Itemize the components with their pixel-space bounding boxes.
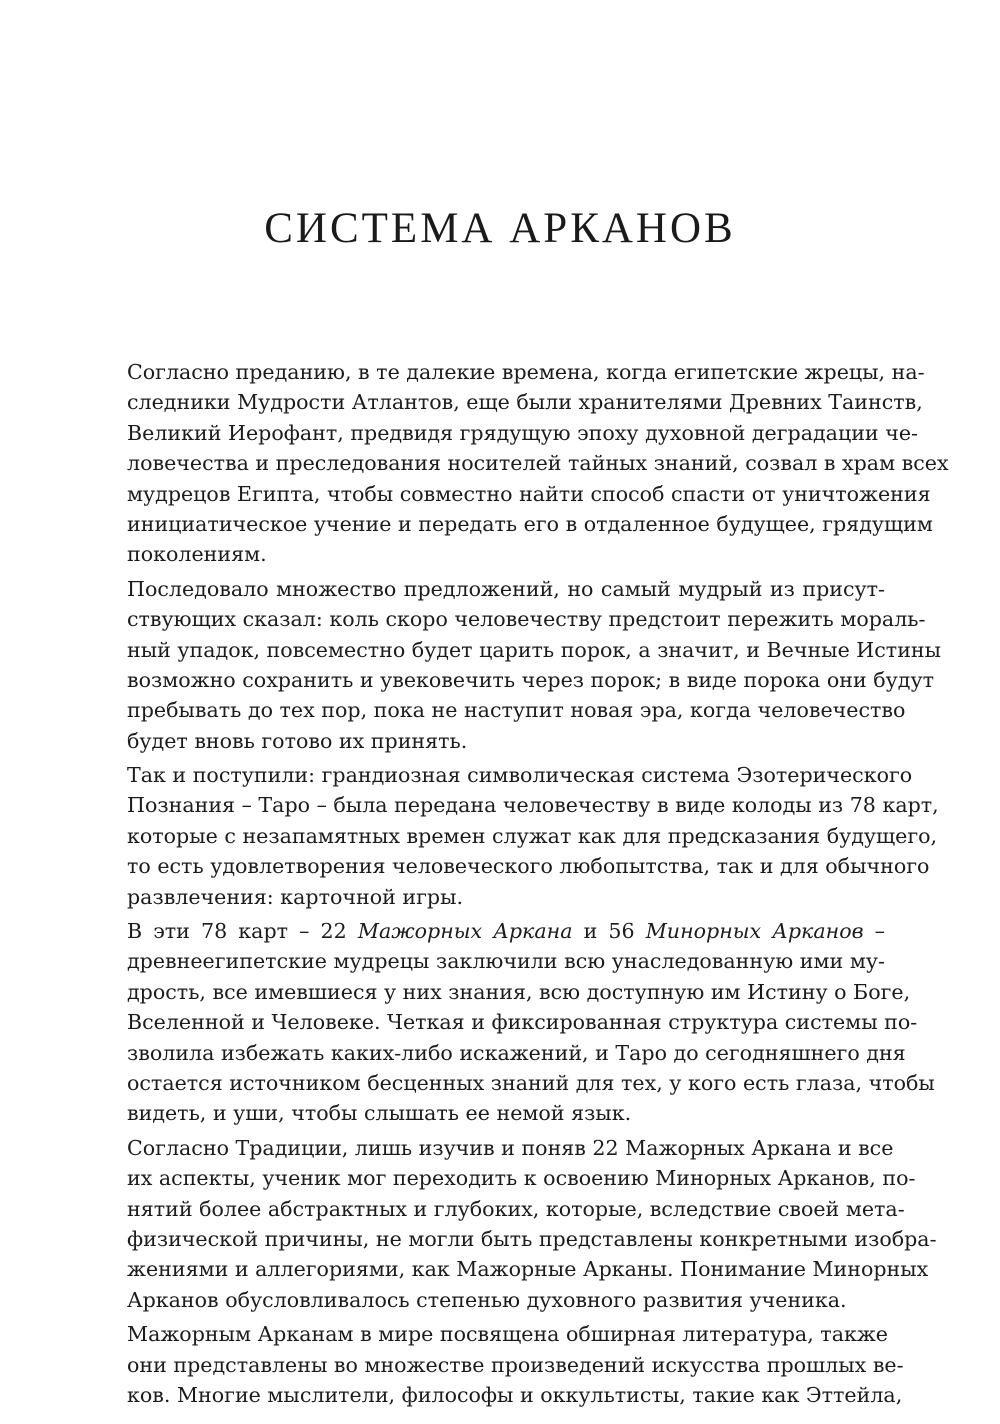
text-line: следники Мудрости Атлантов, еще были хранителями Древних Таинств,: [127, 390, 923, 415]
paragraph-3: [127, 760, 939, 912]
text-line: дрость, все имевшиеся у них знания, всю доступную им Истину о Боге,: [127, 979, 911, 1004]
text-line: жениями и аллегориями, как Мажорные Арканы. Понимание Минорных: [127, 1257, 929, 1282]
paragraph-6: [127, 1319, 904, 1410]
text-line: Согласно Традиции, лишь изучив и поняв 22 Мажорных Аркана и все: [127, 1135, 894, 1160]
term-major-arcana: Мажорных Аркана: [357, 919, 573, 944]
text-line: которые с незапамятных времен служат как для предсказания будущего,: [127, 823, 938, 848]
paragraph-2: [127, 574, 942, 756]
text-line: Великий Иерофант, предвидя грядущую эпоху духовной деградации че-: [127, 420, 918, 445]
text-line: остается источником бесценных знаний для тех, у кого есть глаза, чтобы: [127, 1070, 935, 1095]
text-line: инициатическое учение и передать его в отдаленное будущее, грядущим: [127, 511, 933, 536]
text-line: развлечения: карточной игры.: [127, 884, 464, 909]
text-line: Последовало множество предложений, но самый мудрый из присут-: [127, 576, 885, 601]
text-line: нятий более абстрактных и глубоких, которые, вследствие своей мета-: [127, 1196, 905, 1221]
text-line: Согласно преданию, в те далекие времена, когда египетские жрецы, на-: [127, 360, 925, 384]
paragraph-1: [127, 357, 949, 570]
term-minor-arcana: Минорных Арканов: [645, 919, 864, 944]
text-line: зволила избежать каких-либо искажений, и Таро до сегодняшнего дня: [127, 1040, 906, 1065]
text-run: –: [863, 919, 885, 944]
text-line: Познания – Таро – была передана человечеству в виде колоды из 78 карт,: [127, 793, 939, 818]
text-line: древнеегипетские мудрецы заключили всю унаследованную ими му-: [127, 949, 885, 974]
text-run: и 56: [572, 919, 646, 944]
text-line: физической причины, не могли быть представлены конкретными изобра-: [127, 1226, 937, 1251]
text-line: Арканов обусловливалось степенью духовного развития ученика.: [127, 1287, 847, 1312]
text-line: поколениям.: [127, 542, 267, 567]
text-line: Мажорным Арканам в мире посвящена обширная литература, также: [127, 1322, 888, 1347]
paragraph-5: [127, 1133, 937, 1315]
text-line: ловечества и преследования носителей тайных знаний, созвал в храм всех: [127, 451, 949, 476]
text-line: они представлены во множестве произведений искусства прошлых ве-: [127, 1352, 904, 1377]
text-line: их аспекты, ученик мог переходить к освоению Минорных Арканов, по-: [127, 1166, 916, 1191]
text-line: ков. Многие мыслители, философы и оккультисты, такие как Эттейла,: [127, 1382, 903, 1407]
text-line: ствующих сказал: коль скоро человечеству предстоит пережить мораль-: [127, 607, 926, 632]
text-line: видеть, и уши, чтобы слышать ее немой язык.: [127, 1101, 632, 1126]
text-line: Вселенной и Человеке. Четкая и фиксированная структура системы по-: [127, 1010, 918, 1035]
text-line: Так и поступили: грандиозная символическая система Эзотерического: [127, 763, 913, 788]
text-line: пребывать до тех пор, пока не наступит новая эра, когда человечество: [127, 698, 906, 723]
text-line-mixed: [127, 916, 885, 946]
text-line: возможно сохранить и увековечить через порок; в виде порока они будут: [127, 667, 934, 692]
chapter-title: СИСТЕМА АРКАНОВ: [264, 205, 736, 252]
paragraph-4: [127, 916, 935, 1129]
body-text: [127, 357, 949, 1414]
text-line: будет вновь готово их принять.: [127, 728, 468, 753]
text-run: В эти 78 карт – 22: [127, 919, 358, 944]
text-line: то есть удовлетворения человеческого любопытства, так и для обычного: [127, 854, 930, 879]
text-line: ный упадок, повсеместно будет царить порок, а значит, и Вечные Истины: [127, 637, 942, 662]
text-line: мудрецов Египта, чтобы совместно найти способ спасти от уничтожения: [127, 481, 931, 506]
